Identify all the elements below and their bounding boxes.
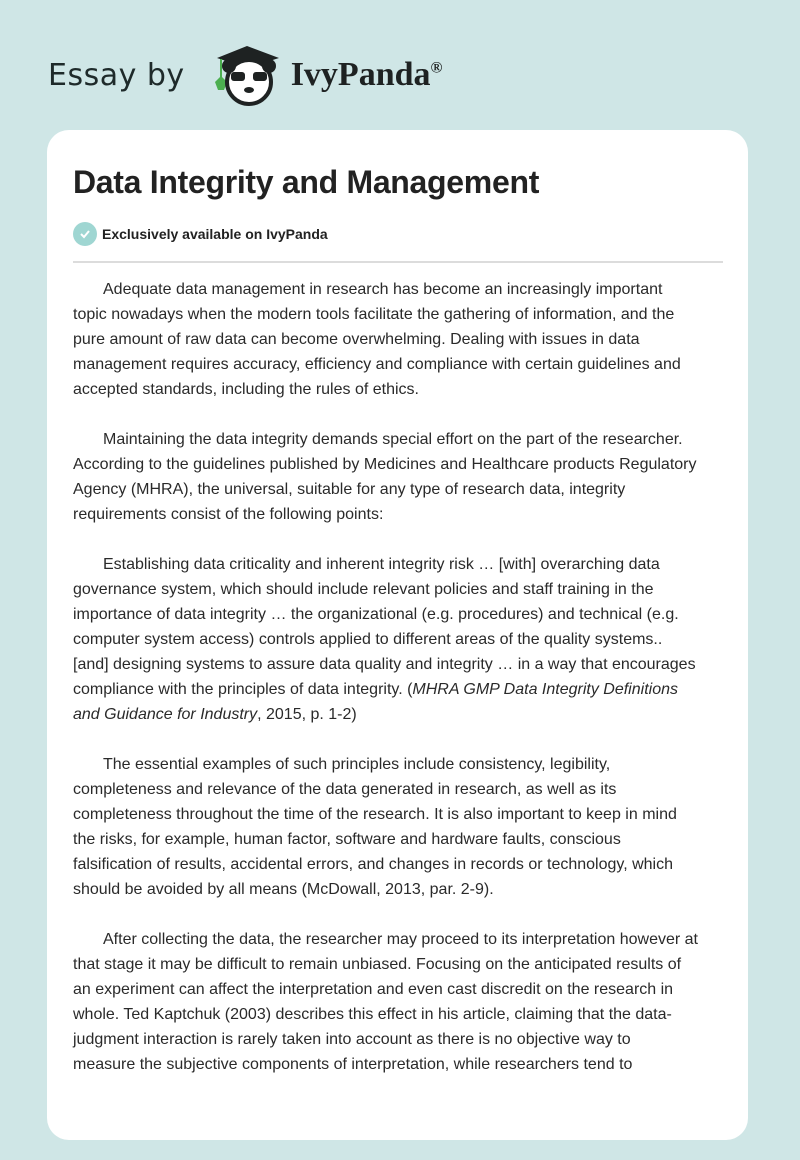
text-line: management requires accuracy, efficiency and compliance with certain guidelines and — [73, 356, 681, 373]
text-line: completeness and relevance of the data generated in research, as well as its — [73, 781, 617, 798]
text-line: and Guidance for Industry, 2015, p. 1-2) — [73, 706, 357, 723]
panda-logo-icon — [205, 40, 285, 110]
paragraph — [73, 927, 733, 1077]
text-line: that stage it may be difficult to remain unbiased. Focusing on the anticipated results of — [73, 956, 682, 973]
text-line: importance of data integrity … the organizational (e.g. procedures) and technical (e.g. — [73, 606, 679, 623]
text-line: governance system, which should include relevant policies and staff training in the — [73, 581, 654, 598]
text-line: Establishing data criticality and inherent integrity risk … [with] overarching data — [103, 556, 660, 573]
text-line: whole. Ted Kaptchuk (2003) describes this effect in his article, claiming that the data- — [73, 1006, 672, 1023]
text-line: judgment interaction is rarely taken into account as there is no objective way to — [73, 1031, 631, 1048]
text-line: accepted standards, including the rules of ethics. — [73, 381, 419, 398]
essay-card — [47, 130, 748, 1140]
citation-title: and Guidance for Industry — [73, 706, 258, 723]
page-title: Data Integrity and Management — [73, 164, 540, 200]
text-line: the risks, for example, human factor, software and hardware faults, conscious — [73, 831, 621, 848]
paragraph — [73, 277, 733, 402]
paragraph — [73, 752, 733, 902]
block-quote — [73, 552, 733, 727]
text-line: measure the subjective components of interpretation, while researchers tend to — [73, 1056, 633, 1073]
checkmark-icon — [73, 222, 97, 246]
text-line: completeness throughout the time of the research. It is also important to keep in mind — [73, 806, 677, 823]
brand-name: IvyPanda® — [290, 56, 443, 93]
text-line: compliance with the principles of data integrity. (MHRA GMP Data Integrity Definitions — [73, 681, 678, 698]
text-line: should be avoided by all means (McDowall, 2013, par. 2-9). — [73, 881, 494, 898]
text-line: Agency (MHRA), the universal, suitable for any type of research data, integrity — [73, 481, 626, 498]
paragraph — [73, 427, 733, 527]
divider — [73, 261, 723, 263]
exclusive-badge — [73, 222, 328, 246]
text-line: falsification of results, accidental errors, and changes in records or technology, which — [73, 856, 674, 873]
text-line: pure amount of raw data can become overwhelming. Dealing with issues in data — [73, 331, 640, 348]
citation-title: MHRA GMP Data Integrity Definitions — [412, 681, 678, 698]
text-line: requirements consist of the following points: — [73, 506, 384, 523]
essay-by-label: Essay by — [48, 57, 185, 93]
text-line: an experiment can affect the interpretation and even cast discredit on the research in — [73, 981, 674, 998]
text-line: Maintaining the data integrity demands special effort on the part of the researcher. — [103, 431, 683, 448]
text-line: [and] designing systems to assure data quality and integrity … in a way that encourages — [73, 656, 696, 673]
text-line: computer system access) controls applied to different areas of the quality systems.. — [73, 631, 663, 648]
text-line: According to the guidelines published by Medicines and Healthcare products Regulatory — [73, 456, 697, 473]
badge-text: Exclusively available on IvyPanda — [102, 226, 328, 242]
text-line: topic nowadays when the modern tools facilitate the gathering of information, and the — [73, 306, 675, 323]
text-line: After collecting the data, the researcher may proceed to its interpretation however at — [103, 931, 698, 948]
site-logo[interactable] — [48, 40, 442, 110]
text-line: Adequate data management in research has become an increasingly important — [103, 281, 663, 298]
text-line: The essential examples of such principles include consistency, legibility, — [103, 756, 611, 773]
essay-body — [73, 277, 733, 1102]
